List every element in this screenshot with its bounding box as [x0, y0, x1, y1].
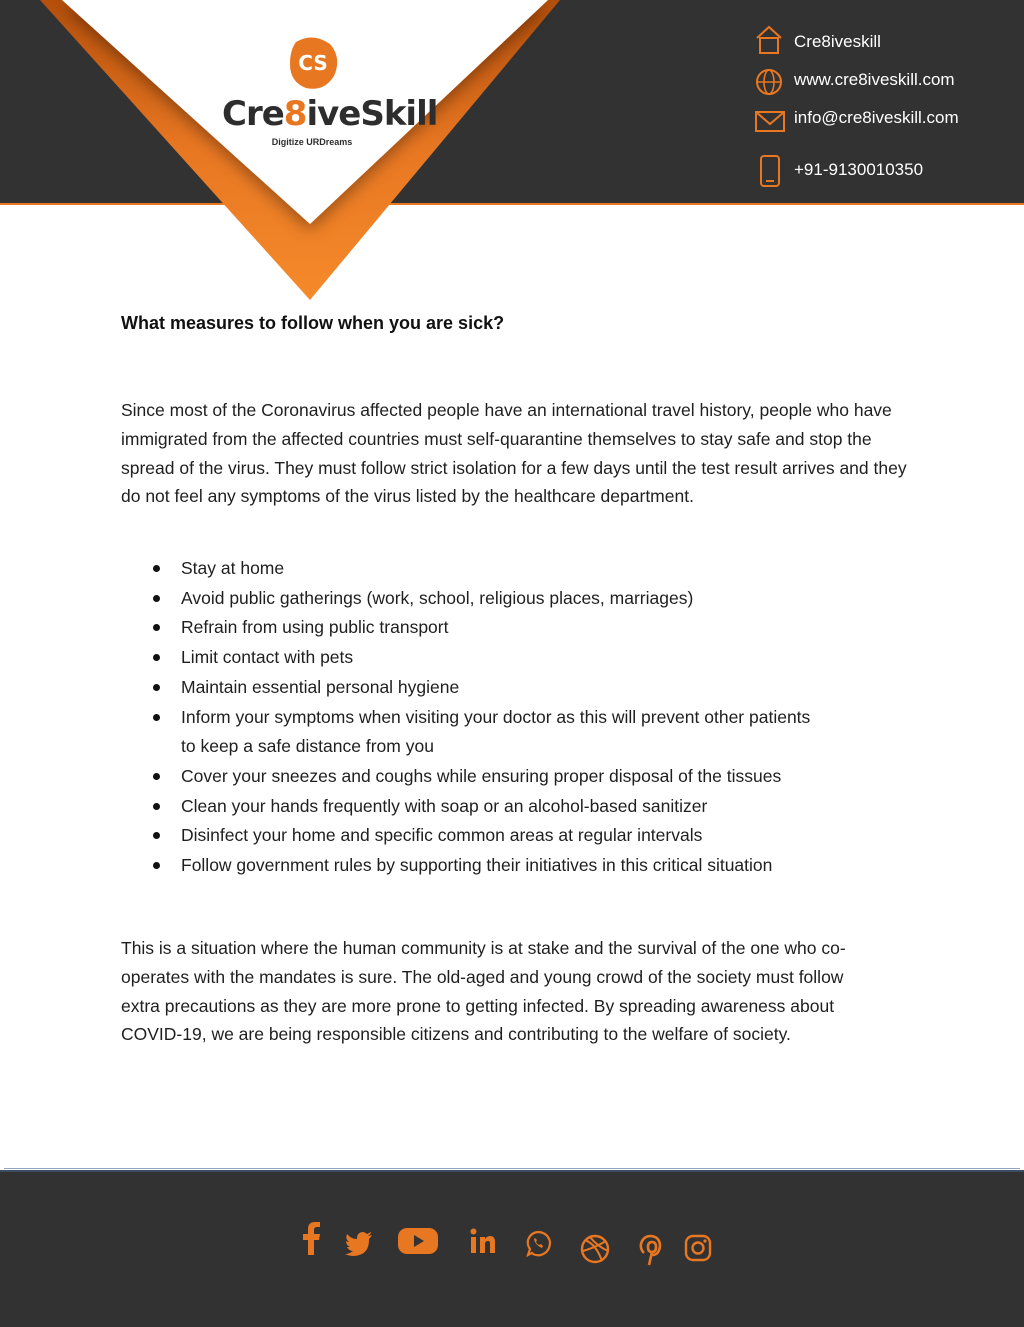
home-icon [754, 24, 784, 56]
instagram-icon[interactable] [684, 1234, 712, 1262]
facebook-icon[interactable] [300, 1222, 322, 1256]
conclusion-paragraph: This is a situation where the human community is at stake and the survival of the one who co-operates with the mandates is sure. The old-aged and young crowd of the society must follow extra precautions as they are more prone to getting infected. By spreading awareness about COVID-19, we are being responsible citizens and contributing to the welfare of society. [121, 938, 846, 1045]
dribbble-icon[interactable] [580, 1234, 610, 1264]
brand-mark-icon [286, 36, 340, 92]
mail-icon [754, 106, 786, 136]
brand-logo [222, 36, 438, 156]
linkedin-icon[interactable] [470, 1228, 496, 1254]
list-item: Inform your symptoms when visiting your doctor as this will prevent other patients to keep a safe distance from you [121, 703, 911, 762]
intro-paragraph: Since most of the Coronavirus affected people have an international travel history, people who have immigrated from the affected countries must self-quarantine themselves to stay safe and stop the spread of the virus. They must follow strict isolation for a few days until the test result arrives and they do not feel any symptoms of the virus listed by the healthcare department. [121, 400, 907, 507]
list-item: Disinfect your home and specific common areas at regular intervals [121, 821, 911, 851]
list-item: Limit contact with pets [121, 643, 911, 673]
social-links [300, 1222, 720, 1266]
contact-company: Cre8iveskill [754, 24, 1014, 58]
contact-email[interactable]: info@cre8iveskill.com [754, 106, 1014, 140]
globe-icon [754, 66, 784, 98]
contact-website[interactable]: www.cre8iveskill.com [754, 66, 1014, 100]
brand-tagline: Digitize URDreams [271, 137, 353, 147]
list-item: Refrain from using public transport [121, 613, 911, 643]
contact-phone[interactable]: +91-9130010350 [754, 154, 1014, 188]
youtube-icon[interactable] [398, 1226, 438, 1256]
measures-list [121, 554, 911, 881]
list-item: Avoid public gatherings (work, school, religious places, marriages) [121, 584, 911, 614]
brand-name: Cre8iveSkill [222, 94, 438, 134]
twitter-icon[interactable] [345, 1232, 373, 1256]
svg-text:CS: CS [298, 51, 328, 75]
list-item: Clean your hands frequently with soap or an alcohol-based sanitizer [121, 792, 911, 822]
whatsapp-icon[interactable] [524, 1230, 552, 1258]
list-item: Cover your sneezes and coughs while ensuring proper disposal of the tissues [121, 762, 911, 792]
list-item: Stay at home [121, 554, 911, 584]
phone-icon [754, 154, 784, 188]
article-heading: What measures to follow when you are sick? [121, 313, 505, 333]
pinterest-icon[interactable] [638, 1234, 662, 1266]
footer-divider [4, 1168, 1020, 1169]
list-item: Follow government rules by supporting their initiatives in this critical situation [121, 851, 911, 881]
list-item: Maintain essential personal hygiene [121, 673, 911, 703]
